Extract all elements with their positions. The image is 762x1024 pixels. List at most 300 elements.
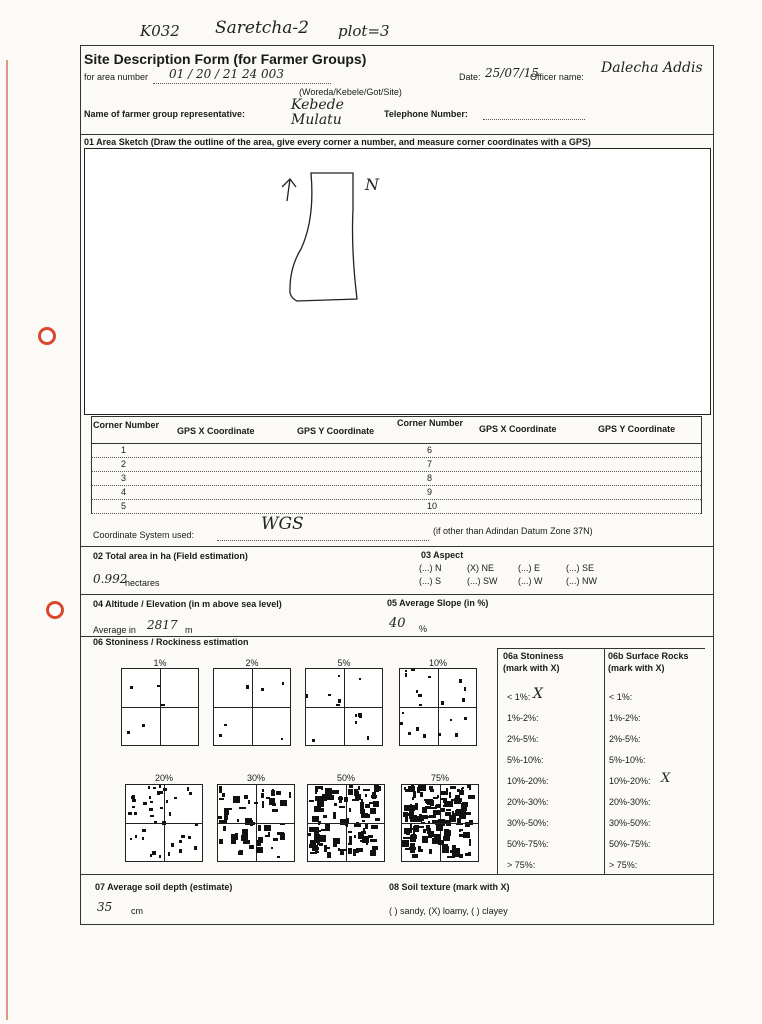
stone-mark (344, 797, 348, 802)
surface-rock-class-option[interactable]: 1%-2%: (609, 713, 641, 723)
site-description-form (80, 45, 714, 925)
stone-mark (239, 807, 246, 809)
stone-mark (328, 694, 331, 696)
gps-header-y-2: GPS Y Coordinate (598, 424, 676, 434)
stone-mark (168, 852, 170, 856)
stoniness-class-option[interactable]: 1%-2%: (507, 713, 539, 723)
stone-mark (135, 835, 137, 838)
stone-mark (272, 809, 278, 812)
stone-mark (330, 789, 332, 792)
stone-mark (361, 799, 363, 805)
stone-mark (354, 824, 361, 827)
stone-mark (309, 844, 316, 848)
stone-mark (219, 798, 224, 800)
stone-mark (142, 829, 146, 832)
stoniness-pct-30: 30% (246, 773, 265, 783)
aspect-option-se[interactable]: (...) SE (566, 563, 595, 573)
aspect-option-n[interactable]: (...) N (419, 563, 442, 573)
altitude-prefix: Average in (93, 625, 136, 635)
stone-mark (370, 839, 377, 842)
stone-mark (450, 786, 456, 789)
stone-mark (256, 847, 263, 853)
stone-mark (429, 815, 436, 818)
admin-levels-note: (Woreda/Kebele/Got/Site) (299, 87, 402, 97)
stone-mark (312, 739, 315, 742)
stone-mark (403, 837, 410, 839)
gps-row-line (91, 471, 701, 472)
stone-mark (321, 808, 324, 812)
stone-mark (248, 800, 250, 804)
stone-mark (276, 791, 281, 795)
stone-mark (358, 713, 362, 717)
gps-corner-number: 2 (121, 459, 127, 469)
stoniness-col-a-title: 06a Stoniness (503, 651, 564, 661)
stone-mark (340, 851, 344, 855)
gps-corner-number: 6 (427, 445, 433, 455)
slope-unit: % (419, 624, 428, 634)
stoniness-label: 06 Stoniness / Rockiness estimation (93, 637, 249, 647)
area-sketch-drawing (85, 149, 710, 414)
stone-mark (321, 788, 323, 790)
stone-mark (439, 811, 441, 815)
stone-mark (280, 834, 285, 840)
coord-system-value: WGS (261, 514, 304, 534)
stone-mark (371, 825, 378, 829)
tile-2pct (213, 668, 291, 746)
handwritten-site-name: Saretcha-2 (215, 18, 309, 38)
stone-mark (348, 831, 352, 833)
soil-texture-value: ( ) sandy, (X) loamy, ( ) clayey (389, 906, 508, 916)
surface-rock-class-option[interactable]: > 75%: (609, 860, 638, 870)
officer-label: Officer name: (530, 72, 584, 82)
stone-mark (441, 701, 444, 705)
surface-rock-class-option[interactable]: 50%-75%: (609, 839, 651, 849)
stone-mark (455, 795, 460, 801)
stone-mark (461, 808, 466, 815)
stone-mark (219, 786, 222, 793)
stone-mark (418, 694, 422, 697)
stone-mark (348, 843, 352, 845)
stone-mark (160, 807, 163, 809)
aspect-option-ne[interactable]: (X) NE (467, 563, 494, 573)
stone-mark (317, 801, 324, 807)
surface-rock-class-option[interactable]: 5%-10%: (609, 755, 646, 765)
gps-header-x-1: GPS X Coordinate (177, 426, 255, 436)
stoniness-class-option[interactable]: 50%-75%: (507, 839, 549, 849)
stone-mark (150, 801, 153, 803)
divider (81, 594, 713, 595)
stoniness-class-option[interactable]: 5%-10%: (507, 755, 544, 765)
stone-mark (134, 812, 137, 815)
stone-mark (442, 846, 449, 853)
stone-mark (356, 848, 363, 852)
stone-mark (415, 803, 418, 810)
stone-mark (258, 825, 261, 831)
stoniness-class-option[interactable]: 30%-50%: (507, 818, 549, 828)
slope-label: 05 Average Slope (in %) (387, 598, 489, 608)
stone-mark (166, 800, 168, 803)
stone-mark (340, 849, 347, 851)
stone-mark (325, 824, 330, 831)
stoniness-pct-50: 50% (336, 773, 355, 783)
stone-mark (425, 801, 427, 803)
stoniness-class-option[interactable]: 2%-5%: (507, 734, 539, 744)
stone-mark (368, 835, 373, 838)
stone-mark (463, 832, 470, 838)
stone-mark (333, 842, 337, 847)
gps-corner-number: 10 (427, 501, 438, 511)
stone-mark (243, 840, 250, 844)
stone-mark (415, 816, 422, 822)
telephone-line (483, 119, 585, 120)
stone-mark (363, 789, 370, 791)
gps-header-y-1: GPS Y Coordinate (297, 426, 375, 436)
stone-mark (378, 786, 381, 791)
divider (81, 134, 713, 135)
stone-mark (422, 807, 427, 813)
stoniness-class-option[interactable]: 20%-30%: (507, 797, 549, 807)
stone-mark (405, 673, 407, 677)
coord-system-line (217, 540, 429, 541)
stone-mark (247, 685, 249, 689)
stone-mark (465, 853, 469, 855)
page-edge (6, 60, 8, 1020)
stone-mark (149, 808, 153, 811)
stone-mark (433, 797, 438, 799)
stone-mark (127, 731, 130, 734)
stone-mark (325, 795, 329, 800)
gps-header-divider (91, 443, 701, 444)
stone-mark (418, 846, 421, 852)
stone-mark (154, 821, 157, 823)
stone-mark (408, 732, 411, 735)
aspect-option-w[interactable]: (...) W (518, 576, 543, 586)
date-value: 25/07/15 (485, 66, 539, 80)
stone-mark (169, 812, 171, 816)
stone-mark (262, 801, 264, 808)
stone-mark (308, 833, 311, 836)
stone-mark (455, 733, 458, 737)
tile-75pct (401, 784, 479, 862)
stone-mark (161, 704, 165, 706)
stone-mark (264, 825, 271, 831)
stoniness-class-option[interactable]: 10%-20%: (507, 776, 549, 786)
altitude-unit: m (185, 625, 193, 635)
gps-header-corner-1: Corner Number (92, 420, 159, 430)
aspect-option-sw[interactable]: (...) SW (467, 576, 498, 586)
altitude-label: 04 Altitude / Elevation (in m above sea level) (93, 599, 282, 609)
stone-mark (365, 823, 368, 829)
stone-mark (411, 669, 415, 671)
stone-mark (189, 792, 192, 795)
stone-mark (224, 724, 227, 726)
stone-mark (413, 826, 416, 832)
stone-mark (419, 826, 424, 828)
slope-value: 40 (389, 616, 406, 631)
gps-corner-number: 1 (121, 445, 127, 455)
stone-mark (469, 785, 471, 790)
stone-mark (405, 670, 407, 672)
stone-mark (429, 849, 432, 854)
stone-mark (464, 687, 466, 691)
tile-20pct (125, 784, 203, 862)
stone-mark (194, 846, 197, 850)
stone-mark (420, 785, 426, 791)
stone-mark (289, 792, 291, 798)
stone-mark (459, 829, 461, 832)
stone-mark (349, 808, 351, 812)
surface-rock-class-option[interactable]: 2%-5%: (609, 734, 641, 744)
stone-mark (148, 786, 150, 789)
stone-mark (422, 836, 428, 843)
stoniness-pct-10: 10% (428, 658, 447, 668)
stone-mark (253, 822, 255, 825)
sketch-label: 01 Area Sketch (Draw the outline of the area, give every corner a number, and measure corner coordinates with a GPS) (84, 137, 591, 147)
stoniness-class-option[interactable]: < 1%: (507, 692, 531, 702)
gps-col-line (701, 416, 702, 514)
stone-mark (450, 719, 452, 721)
stone-mark (149, 796, 151, 799)
stone-mark (327, 852, 331, 858)
stone-mark (281, 738, 283, 740)
stone-mark (428, 676, 431, 678)
stone-mark (254, 802, 258, 804)
stone-mark (441, 791, 448, 795)
stoniness-class-option[interactable]: > 75%: (507, 860, 536, 870)
coord-system-note: (if other than Adindan Datum Zone 37N) (433, 526, 593, 536)
stone-mark (459, 679, 462, 683)
stone-mark (459, 854, 463, 858)
stone-mark (435, 805, 440, 808)
aspect-label: 03 Aspect (421, 550, 464, 560)
stone-mark (461, 788, 463, 791)
stone-mark (153, 787, 156, 789)
aspect-option-nw[interactable]: (...) NW (566, 576, 597, 586)
stone-mark (362, 820, 365, 822)
handwritten-code: K032 (140, 22, 180, 40)
gps-row-line (91, 499, 701, 500)
stone-mark (452, 852, 459, 857)
stone-mark (468, 795, 475, 799)
stone-mark (317, 836, 324, 841)
stone-mark (464, 717, 467, 720)
gps-corner-number: 5 (121, 501, 127, 511)
punch-hole (38, 327, 56, 345)
stoniness-pct-2: 2% (245, 658, 259, 668)
altitude-value: 2817 (147, 618, 178, 632)
area-number-label: for area number (84, 72, 149, 82)
stone-mark (410, 847, 415, 853)
stone-mark (223, 826, 226, 831)
stone-mark (444, 829, 449, 831)
stone-mark (410, 827, 412, 833)
stone-mark (427, 803, 432, 805)
stone-mark (411, 785, 414, 789)
stone-mark (162, 821, 166, 825)
soil-depth-value: 35 (97, 900, 113, 914)
stone-mark (163, 788, 167, 791)
stone-mark (310, 852, 317, 854)
tile-10pct (399, 668, 477, 746)
stone-mark (157, 685, 160, 687)
stone-mark (354, 835, 356, 838)
gps-row-line (91, 457, 701, 458)
stone-mark (323, 815, 327, 818)
stone-mark (367, 804, 370, 807)
stone-mark (150, 854, 152, 857)
stone-mark (130, 686, 133, 689)
stoniness-pct-1: 1% (153, 658, 167, 668)
stone-mark (306, 694, 308, 698)
tile-5pct (305, 668, 383, 746)
surface-rock-class-option[interactable]: < 1%: (609, 692, 633, 702)
stone-mark (365, 794, 367, 797)
stone-mark (242, 829, 248, 836)
total-area-label: 02 Total area in ha (Field estimation) (93, 551, 248, 561)
stone-mark (443, 836, 450, 841)
stone-mark (371, 795, 377, 798)
stone-mark (361, 831, 366, 834)
stoniness-col-b-sub: (mark with X) (608, 663, 665, 673)
stone-mark (187, 787, 189, 791)
aspect-option-s[interactable]: (...) S (419, 576, 441, 586)
stoniness-pct-75: 75% (430, 773, 449, 783)
stone-mark (174, 797, 177, 799)
officer-value: Dalecha Addis (601, 60, 703, 76)
stone-mark (358, 786, 360, 790)
stone-mark (261, 688, 264, 691)
stone-mark (438, 733, 441, 736)
stone-mark (195, 824, 198, 826)
stone-mark (349, 836, 352, 843)
stone-mark (261, 793, 264, 798)
stone-mark (159, 785, 161, 788)
stone-mark (430, 789, 434, 792)
area-number-line (153, 83, 331, 84)
stone-mark (428, 821, 430, 823)
stone-mark (309, 827, 315, 832)
gps-table-top (91, 416, 701, 417)
date-label: Date: (459, 72, 481, 82)
stone-mark (179, 849, 182, 853)
stone-mark (150, 815, 154, 817)
stone-mark (132, 799, 136, 802)
stone-mark (449, 792, 451, 798)
stone-mark (234, 796, 238, 799)
stone-mark (400, 722, 403, 725)
stone-mark (348, 789, 353, 795)
stone-mark (405, 789, 412, 792)
stone-mark (413, 791, 416, 798)
stoniness-pct-20: 20% (154, 773, 173, 783)
gps-corner-number: 9 (427, 487, 433, 497)
stone-mark (432, 820, 437, 823)
stone-mark (447, 856, 453, 858)
stone-mark (268, 832, 270, 837)
stone-mark (340, 819, 346, 825)
stone-mark (334, 803, 337, 806)
stoniness-mark: X (533, 686, 543, 702)
stone-mark (130, 838, 132, 840)
stone-mark (373, 801, 379, 807)
aspect-option-e[interactable]: (...) E (518, 563, 540, 573)
tile-30pct (217, 784, 295, 862)
stone-mark (469, 820, 473, 825)
stoniness-col-line (497, 648, 498, 874)
form-title: Site Description Form (for Farmer Groups) (84, 51, 367, 67)
stone-mark (421, 822, 425, 824)
representative-label: Name of farmer group representative: (84, 109, 246, 119)
stone-mark (219, 839, 223, 844)
tile-1pct (121, 668, 199, 746)
stone-mark (319, 844, 323, 846)
divider (81, 874, 713, 875)
stone-mark (453, 813, 456, 818)
stone-mark (277, 856, 280, 858)
stone-mark (432, 838, 436, 844)
stone-mark (332, 790, 339, 794)
stone-mark (355, 714, 357, 717)
stone-mark (370, 850, 376, 856)
stoniness-pct-5: 5% (337, 658, 351, 668)
surface-rock-class-option[interactable]: 30%-50%: (609, 818, 651, 828)
stone-mark (188, 836, 191, 839)
stone-mark (446, 809, 451, 811)
stone-mark (338, 675, 340, 677)
gps-corner-number: 4 (121, 487, 127, 497)
stone-mark (462, 698, 465, 702)
stone-mark (349, 785, 353, 788)
handwritten-plot: plot=3 (338, 22, 390, 40)
stone-mark (219, 734, 222, 737)
stone-mark (456, 823, 463, 825)
stone-mark (339, 796, 342, 803)
stone-mark (218, 816, 222, 819)
stone-mark (269, 798, 275, 805)
gps-row-line (91, 485, 701, 486)
stone-mark (348, 848, 352, 854)
total-area-unit: hectares (125, 578, 160, 588)
stone-mark (181, 835, 185, 838)
coord-system-label: Coordinate System used: (93, 530, 195, 540)
stone-mark (360, 840, 366, 842)
stone-mark (171, 843, 174, 847)
stone-mark (410, 839, 416, 842)
stone-mark (315, 799, 322, 801)
stone-mark (318, 821, 320, 825)
stone-mark (419, 704, 422, 706)
stone-mark (333, 812, 336, 819)
gps-col-line (91, 416, 92, 514)
stone-mark (402, 712, 404, 714)
stone-mark (245, 818, 252, 825)
stone-mark (324, 845, 327, 852)
stone-mark (370, 808, 376, 814)
stone-mark (354, 789, 358, 796)
surface-rock-class-option[interactable]: 10%-20%: (609, 776, 651, 786)
stone-mark (375, 818, 380, 821)
divider (81, 546, 713, 547)
stone-mark (231, 839, 236, 844)
stone-mark (159, 855, 161, 858)
stone-mark (244, 795, 248, 799)
surface-rock-class-option[interactable]: 20%-30%: (609, 797, 651, 807)
stone-mark (222, 793, 225, 797)
stone-mark (469, 839, 471, 846)
stone-mark (239, 850, 243, 853)
stone-mark (280, 823, 285, 825)
telephone-label: Telephone Number: (384, 109, 468, 119)
